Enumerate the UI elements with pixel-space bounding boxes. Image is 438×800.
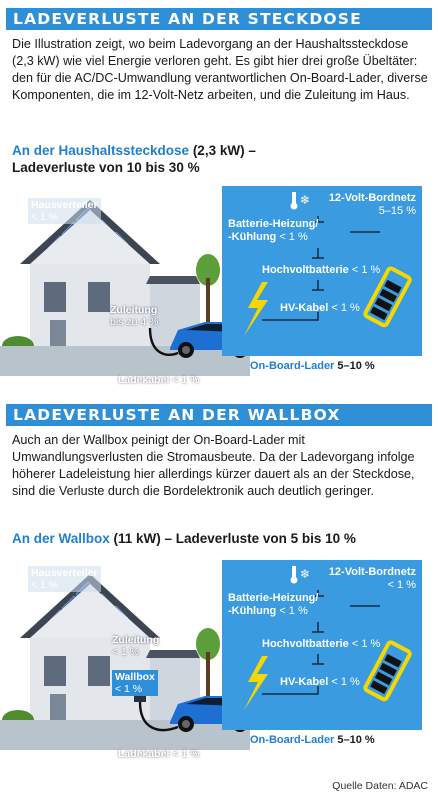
label-batterie-heizung: Batterie-Heizung/ -Kühlung < 1 % <box>228 592 319 617</box>
subtitle-wallbox <box>12 530 356 547</box>
label-hochvoltbatterie: Hochvoltbatterie < 1 % <box>262 264 381 276</box>
label-on-board-lader: On-Board-Lader 5–10 % <box>250 734 375 746</box>
snowflake-icon: ❄ <box>300 567 311 581</box>
illustration-wallbox <box>0 552 438 800</box>
label-hausverteiler: Hausverteiler < 1 % <box>28 566 101 592</box>
label-wallbox: Wallbox < 1 % <box>112 670 158 696</box>
door <box>50 320 66 348</box>
section-title-steckdose: LADEVERLUSTE AN DER STECKDOSE <box>6 8 432 30</box>
subtitle-loss-range: (11 kW) – Ladeverluste von 5 bis 10 % <box>109 531 356 546</box>
subtitle-location: An der Haushaltssteckdose <box>12 143 190 158</box>
subtitle-location: An der Wallbox <box>12 531 110 546</box>
label-bordnetz: 12-Volt-Bordnetz < 1 % <box>328 566 416 591</box>
source-note: Quelle Daten: ADAC <box>332 780 428 792</box>
label-on-board-lader: On-Board-Lader 5–10 % <box>250 360 375 372</box>
label-hv-kabel: HV-Kabel < 1 % <box>280 676 360 688</box>
intro-paragraph-wallbox: Auch an der Wallbox peinigt der On-Board-Lader mit Umwandlungsverlusten die Stromausbeute. Da der Ladevorgang infolge höherer Ladeleistung hier allerdings kürzer dauert als an der Steckdose, sind die Verluste durch die Bordelektronik auch deutlich geringer. <box>12 433 415 498</box>
label-zuleitung: Zuleitung < 1 % <box>112 634 160 658</box>
label-hausverteiler: Hausverteiler < 1 % <box>28 198 101 224</box>
label-ladekabel: Ladekabel < 1 % <box>118 374 200 386</box>
label-hochvoltbatterie: Hochvoltbatterie < 1 % <box>262 638 381 650</box>
window <box>44 282 66 312</box>
intro-paragraph-steckdose: Die Illustration zeigt, wo beim Ladevorgang an der Haushaltssteckdose (2,3 kW) wie viel Energie verloren geht. Es gibt hier drei große Übeltäter: den für die AC/DC-Umwandlung verantwortlichen On-Board-Lader, diverse Komponenten, die im 12-Volt-Netz arbeiten, und die Zuleitung im Haus. <box>12 37 428 102</box>
label-hv-kabel: HV-Kabel < 1 % <box>280 302 360 314</box>
snowflake-icon: ❄ <box>300 193 311 207</box>
subtitle-power: (2,3 kW) – <box>189 143 256 158</box>
label-batterie-heizung: Batterie-Heizung/ -Kühlung < 1 % <box>228 218 319 243</box>
label-ladekabel: Ladekabel < 1 % <box>118 748 200 760</box>
subtitle-loss-range: Ladeverluste von 10 bis 30 % <box>12 160 200 175</box>
label-zuleitung: Zuleitung bis zu 4 % <box>110 304 159 328</box>
section-title-wallbox: LADEVERLUSTE AN DER WALLBOX <box>6 404 432 426</box>
label-bordnetz: 12-Volt-Bordnetz 5–15 % <box>328 192 416 217</box>
subtitle-steckdose <box>12 142 256 176</box>
